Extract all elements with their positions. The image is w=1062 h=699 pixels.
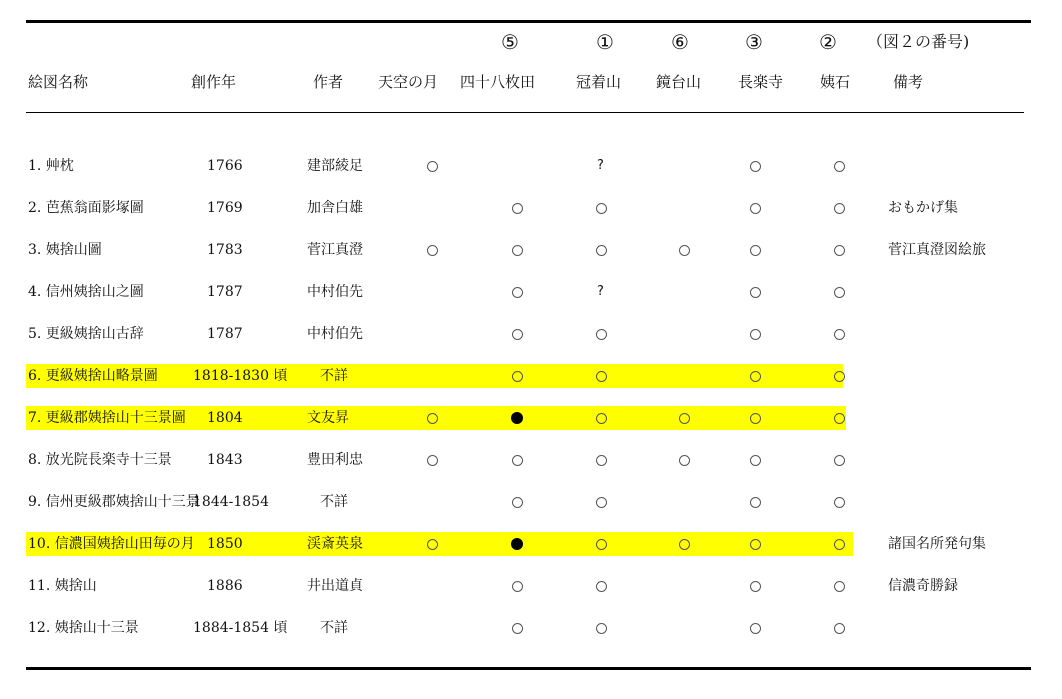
row-name: 9. 信州更級郡姨捨山十三景 [28, 494, 200, 510]
uncertain-mark: ? [597, 284, 604, 299]
filled-dot [511, 538, 523, 550]
presence-circle [512, 581, 523, 592]
presence-circle [750, 371, 761, 382]
presence-circle [750, 497, 761, 508]
figure-reference: （図２の番号) [867, 32, 970, 51]
row-year: 1843 [207, 452, 243, 468]
presence-circle [834, 581, 845, 592]
presence-circle [834, 203, 845, 214]
row-author: 渓斎英泉 [307, 536, 363, 552]
site-number: ⑥ [671, 30, 689, 54]
presence-circle [596, 245, 607, 256]
presence-circle [427, 161, 438, 172]
presence-circle [834, 329, 845, 340]
presence-circle [679, 413, 690, 424]
presence-circle [512, 455, 523, 466]
presence-circle [679, 245, 690, 256]
presence-circle [750, 161, 761, 172]
row-year: 1787 [207, 284, 243, 300]
row-note: 諸国名所発句集 [888, 536, 986, 552]
column-header: 四十八枚田 [460, 73, 536, 91]
row-name: 7. 更級郡姨捨山十三景圖 [28, 410, 186, 426]
row-year: 1804 [207, 410, 243, 426]
presence-circle [834, 497, 845, 508]
row-name: 3. 姨捨山圖 [28, 242, 102, 258]
presence-circle [750, 539, 761, 550]
row-year: 1850 [207, 536, 243, 552]
presence-circle [834, 623, 845, 634]
row-author: 不詳 [320, 620, 348, 636]
presence-circle [834, 539, 845, 550]
presence-circle [679, 539, 690, 550]
presence-circle [596, 455, 607, 466]
presence-circle [596, 539, 607, 550]
filled-dot [511, 412, 523, 424]
presence-circle [834, 161, 845, 172]
presence-circle [750, 455, 761, 466]
row-name: 10. 信濃国姨捨山田毎の月 [28, 536, 195, 552]
row-author: 加舎白雄 [307, 200, 363, 216]
header-rule [26, 112, 1024, 113]
site-number: ③ [745, 30, 763, 54]
row-name: 4. 信州姨捨山之圖 [28, 284, 144, 300]
column-header: 鏡台山 [656, 73, 702, 91]
row-author: 豊田利忠 [307, 452, 363, 468]
presence-circle [596, 329, 607, 340]
top-rule [26, 20, 1031, 23]
presence-circle [750, 203, 761, 214]
row-note: 菅江真澄図絵旅 [888, 242, 986, 258]
presence-circle [427, 413, 438, 424]
row-name: 1. 艸枕 [28, 158, 74, 174]
row-name: 11. 姨捨山 [28, 578, 97, 594]
presence-circle [512, 497, 523, 508]
column-header: 冠着山 [576, 73, 622, 91]
row-name: 8. 放光院長楽寺十三景 [28, 452, 172, 468]
column-header: 姨石 [820, 73, 851, 91]
presence-circle [750, 581, 761, 592]
row-note: おもかげ集 [888, 200, 958, 216]
uncertain-mark: ? [597, 158, 604, 173]
row-note: 信濃奇勝録 [888, 578, 958, 594]
presence-circle [512, 371, 523, 382]
presence-circle [512, 329, 523, 340]
row-year: 1818-1830 頃 [193, 368, 288, 384]
column-header: 長楽寺 [738, 73, 784, 91]
site-number: ① [596, 30, 614, 54]
row-author: 中村伯先 [307, 284, 363, 300]
presence-circle [596, 623, 607, 634]
site-number: ⑤ [501, 30, 519, 54]
column-header: 作者 [313, 73, 344, 91]
presence-circle [834, 245, 845, 256]
row-year: 1886 [207, 578, 243, 594]
row-author: 文友昇 [307, 410, 349, 426]
presence-circle [750, 245, 761, 256]
row-year: 1769 [207, 200, 243, 216]
presence-circle [512, 203, 523, 214]
row-author: 不詳 [320, 494, 348, 510]
site-number: ② [819, 30, 837, 54]
row-author: 不詳 [320, 368, 348, 384]
row-year: 1783 [207, 242, 243, 258]
presence-circle [596, 413, 607, 424]
presence-circle [834, 287, 845, 298]
presence-circle [750, 623, 761, 634]
presence-circle [427, 245, 438, 256]
presence-circle [427, 539, 438, 550]
presence-circle [750, 413, 761, 424]
presence-circle [834, 455, 845, 466]
presence-circle [834, 413, 845, 424]
presence-circle [596, 581, 607, 592]
presence-circle [596, 497, 607, 508]
row-name: 6. 更級姨捨山略景圖 [28, 368, 158, 384]
presence-circle [596, 371, 607, 382]
column-header: 創作年 [191, 73, 237, 91]
row-name: 5. 更級姨捨山古辞 [28, 326, 144, 342]
column-header: 備考 [893, 73, 924, 91]
presence-circle [427, 455, 438, 466]
presence-circle [596, 203, 607, 214]
presence-circle [512, 623, 523, 634]
presence-circle [679, 455, 690, 466]
row-author: 建部綾足 [307, 158, 363, 174]
column-header: 絵図名称 [28, 73, 89, 91]
row-year: 1884-1854 頃 [193, 620, 288, 636]
presence-circle [750, 329, 761, 340]
row-year: 1844-1854 [193, 494, 269, 510]
row-name: 2. 芭蕉翁面影塚圖 [28, 200, 144, 216]
presence-circle [512, 245, 523, 256]
presence-circle [750, 287, 761, 298]
row-name: 12. 姨捨山十三景 [28, 620, 139, 636]
row-year: 1766 [207, 158, 243, 174]
row-author: 井出道貞 [307, 578, 363, 594]
row-year: 1787 [207, 326, 243, 342]
column-header: 天空の月 [378, 73, 439, 91]
presence-circle [834, 371, 845, 382]
row-author: 中村伯先 [307, 326, 363, 342]
presence-circle [512, 287, 523, 298]
bottom-rule [26, 667, 1031, 670]
row-author: 菅江真澄 [307, 242, 363, 258]
